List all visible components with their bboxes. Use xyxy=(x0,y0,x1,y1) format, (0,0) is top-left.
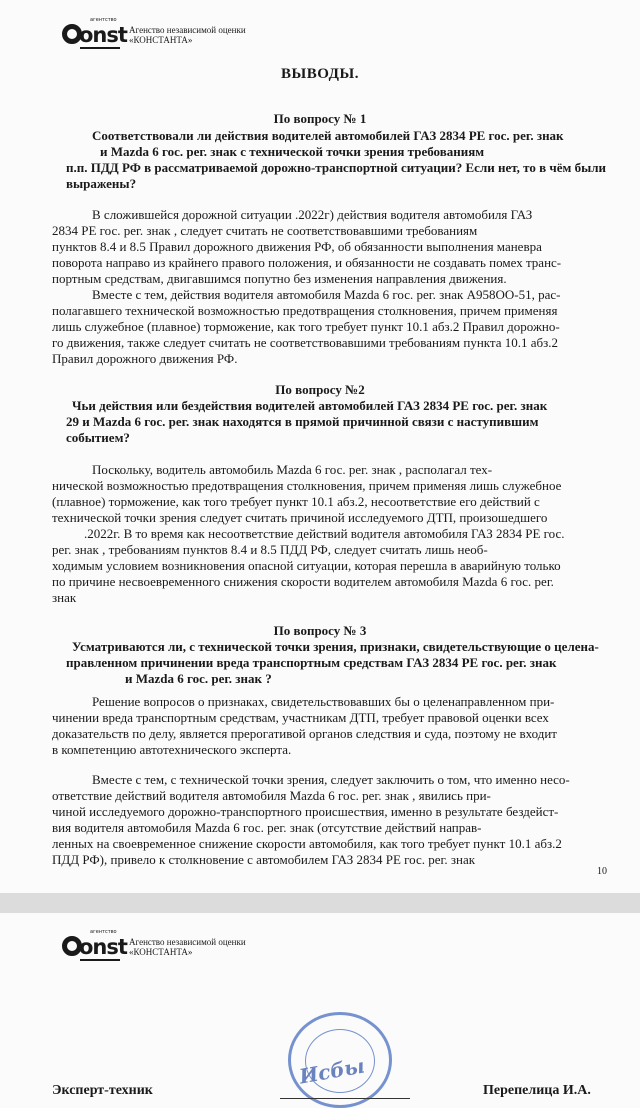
q2-answer-line: рег. знак , требованиям пунктов 8.4 и 8.5 ПДД РФ, следует считать лишь необ- xyxy=(52,542,488,557)
q3-answer-line: Решение вопросов о признаках, свидетельствовавших бы о целенаправленном при- xyxy=(92,694,555,709)
logo-line-2: «КОНСТАНТА» xyxy=(129,947,193,957)
q2-answer-line: знак xyxy=(52,590,77,605)
company-logo xyxy=(62,17,246,50)
q2-answer-line: (плавное) торможение, как того требует пункт 10.1 абз.2, несоответствие его действий с xyxy=(52,494,540,509)
q3-answer-line: вия водителя автомобиля Mazda 6 гос. рег. знак (отсутствие действий направ- xyxy=(52,820,482,835)
q1-answer-line: Вместе с тем, действия водителя автомобиля Mazda 6 гос. рег. знак А958ОО-51, рас- xyxy=(92,287,561,302)
q1-answer-line: го движения, также следует считать не соответствовавшими требованиям пункта 10.1 абз.2 xyxy=(52,335,559,350)
q1-answer-line: В сложившейся дорожной ситуации .2022г) действия водителя автомобиля ГАЗ xyxy=(92,207,533,222)
expert-name: Перепелица И.А. xyxy=(483,1083,591,1098)
q3-answer-line: чиной исследуемого дорожно-транспортного происшествия, именно в результате бездейст- xyxy=(52,804,559,819)
expert-title: Эксперт-техник xyxy=(52,1083,153,1098)
q1-answer-line: пунктов 8.4 и 8.5 Правил дорожного движения РФ, об обязанности выполнения маневра xyxy=(52,239,542,254)
konstanta-logo-icon: агентство onst xyxy=(62,932,122,962)
q1-answer-line: поворота направо из крайнего правого положения, и обязанности не создавать помех транс- xyxy=(52,255,562,270)
q3-answer-line: ленных на своевременное снижение скорости автомобиля, как того требует пункт 10.1 абз.2 xyxy=(52,836,562,851)
q1-question-line: Соответствовали ли действия водителей автомобилей ГАЗ 2834 РЕ гос. рег. знак xyxy=(92,128,564,143)
logo-line-2: «КОНСТАНТА» xyxy=(129,35,193,45)
q2-answer-line: технической точки зрения следует считать причиной исследуемого ДТП, произошедшего xyxy=(52,510,548,525)
q1-question-line: выражены? xyxy=(66,176,137,191)
q1-heading: По вопросу № 1 xyxy=(273,111,367,126)
q2-question-line: 29 и Mazda 6 гос. рег. знак находятся в прямой причинной связи с наступившим xyxy=(66,414,539,429)
q3-question-line: правленном причинении вреда транспортным средствам ГАЗ 2834 РЕ гос. рег. знак xyxy=(66,655,557,670)
q3-question-line: и Mazda 6 гос. рег. знак ? xyxy=(125,671,272,686)
q3-answer-line: чинении вреда транспортным средствам, участникам ДТП, требует правовой оценки всех xyxy=(52,710,549,725)
konstanta-logo-icon: агентство onst xyxy=(62,20,122,50)
logo-line-1: Агенство независимой оценки xyxy=(129,25,246,35)
q1-question-line: и Mazda 6 гос. рег. знак с технической точки зрения требованиям xyxy=(100,144,485,159)
page-separator xyxy=(0,893,640,913)
q2-answer-line: .2022г. В то время как несоответствие действий водителя автомобиля ГАЗ 2834 РЕ гос. xyxy=(84,526,565,541)
q3-answer-line: ПДД РФ), привело к столкновение с автомобилем ГАЗ 2834 РЕ гос. рег. знак xyxy=(52,852,476,867)
q1-answer-line: Правил дорожного движения РФ. xyxy=(52,351,238,366)
q2-answer-line: ходимым условием возникновения опасной ситуации, которая перешла в аварийную только xyxy=(52,558,561,573)
page-title: ВЫВОДЫ. xyxy=(281,66,359,82)
page-number: 10 xyxy=(597,866,607,877)
q2-question-line: Чьи действия или бездействия водителей автомобилей ГАЗ 2834 РЕ гос. рег. знак xyxy=(72,398,548,413)
q2-answer-line: Поскольку, водитель автомобиль Mazda 6 гос. рег. знак , располагал тех- xyxy=(92,462,493,477)
q1-answer-line: полагавшего технической возможностью предотвращения столкновения, причем применяя xyxy=(52,303,558,318)
q1-question-line: п.п. ПДД РФ в рассматриваемой дорожно-транспортной ситуации? Если нет, то в чём были xyxy=(66,160,607,175)
company-logo xyxy=(62,929,246,962)
q2-answer-line: нической возможностью предотвращения столкновения, причем применяя лишь служебное xyxy=(52,478,562,493)
q3-answer-line: ответствие действий водителя автомобиля Mazda 6 гос. рег. знак , явились при- xyxy=(52,788,491,803)
q2-heading: По вопросу №2 xyxy=(275,382,365,397)
q1-answer-line: портным средствам, двигавшимся попутно без изменения направления движения. xyxy=(52,271,507,286)
q3-heading: По вопросу № 3 xyxy=(273,623,367,638)
q3-answer-line: в компетенцию автотехнического эксперта. xyxy=(52,742,292,757)
signature-line xyxy=(280,1098,410,1099)
q2-answer-line: по причине несвоевременного снижения скорости водителем автомобиля Mazda 6 гос. рег. xyxy=(52,574,554,589)
q3-answer-line: доказательств по делу, является прерогативой органов следствия и суда, поэтому не входит xyxy=(52,726,557,741)
q1-answer-line: лишь служебное (плавное) торможение, как того требует пункт 10.1 абз.2 Правил дорожно- xyxy=(52,319,560,334)
q1-answer-line: 2834 РЕ гос. рег. знак , следует считать не соответствовавшими требованиям xyxy=(52,223,478,238)
q3-question-line: Усматриваются ли, с технической точки зрения, признаки, свидетельствующие о целена- xyxy=(72,639,599,654)
official-stamp xyxy=(288,1012,392,1108)
q2-question-line: событием? xyxy=(66,430,130,445)
logo-line-1: Агенство независимой оценки xyxy=(129,937,246,947)
q3-answer-line: Вместе с тем, с технической точки зрения, следует заключить о том, что именно несо- xyxy=(92,772,570,787)
signature: Исбы xyxy=(297,1053,367,1089)
